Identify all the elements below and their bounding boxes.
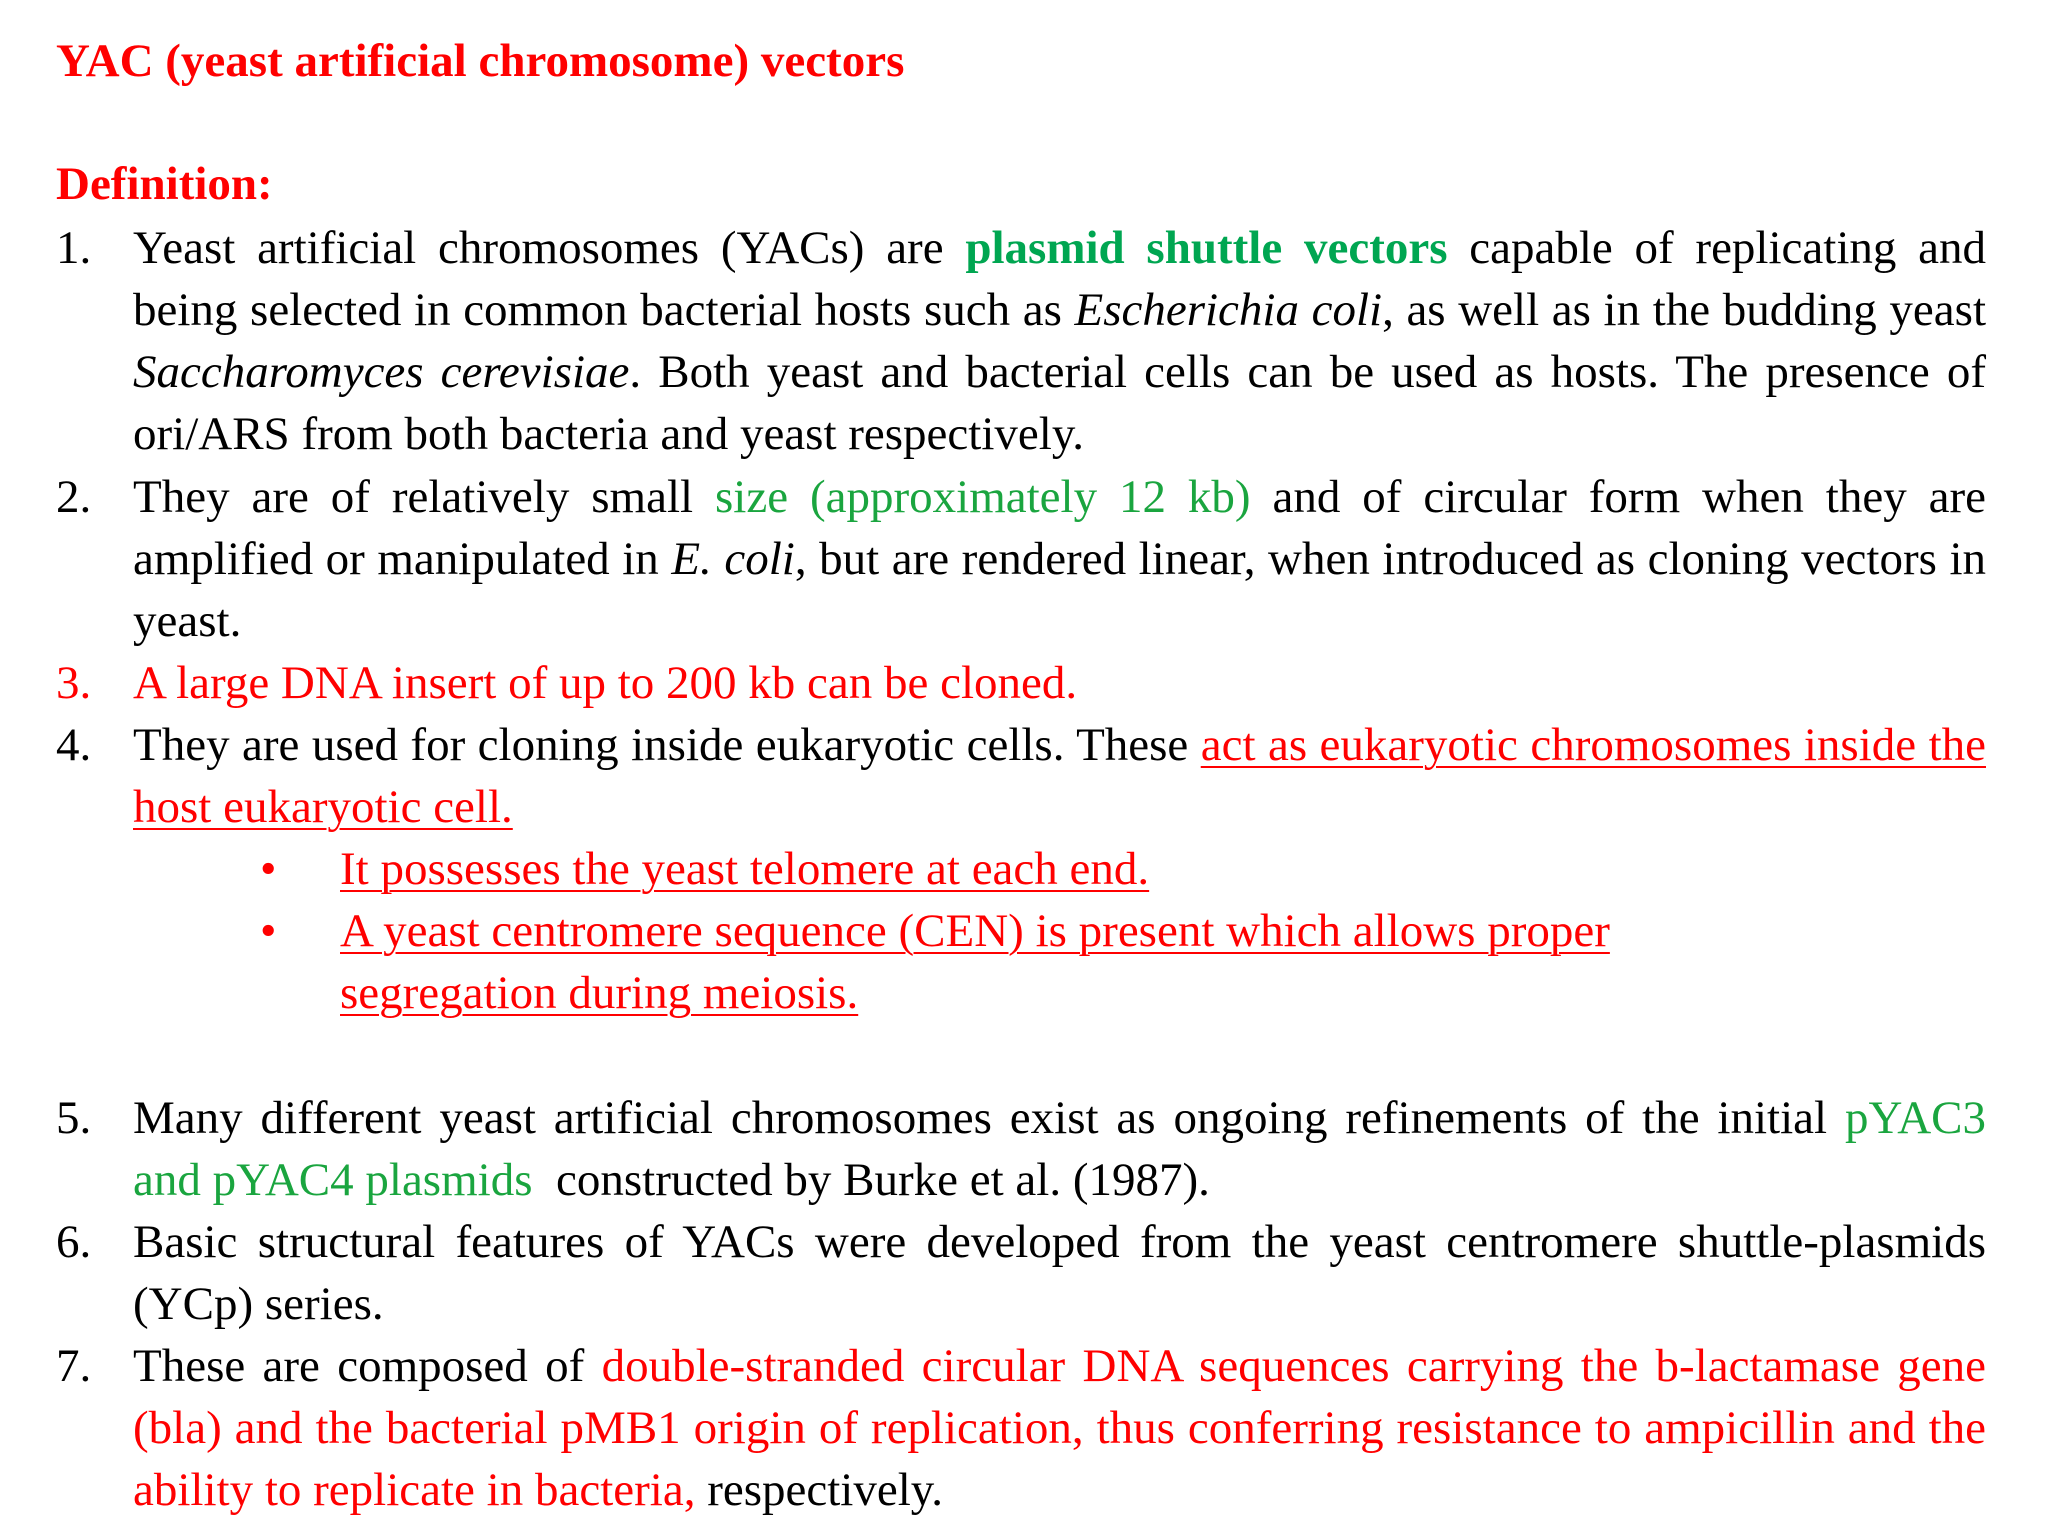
item-text: respectively. [695,1464,943,1516]
highlight-eukaryotic-chromosomes: act as eukaryotic chromosomes inside the host eukaryotic cell. [133,719,1986,833]
list-number: 6. [56,1216,92,1268]
list-number: 7. [56,1340,92,1392]
list-item-5 [56,1087,1986,1211]
list-number: 1. [56,222,92,274]
highlight-pyac-plasmids: pYAC3 and pYAC4 plasmids [133,1092,1986,1206]
item-text: They are used for cloning inside eukaryotic cells. These [133,719,1201,771]
item-text: . Both yeast and bacterial cells can be used as hosts. The presence of ori/ARS from both bacteria and yeast respectively. [133,346,1986,460]
list-item-1 [56,217,1986,465]
list-item-7 [56,1335,1986,1521]
item-text: capable of replicating and being selected in common bacterial hosts such as [133,222,1987,336]
list-item-2 [56,466,1986,652]
list-item-3 [56,652,1986,714]
bullet-item-1 [260,838,1760,900]
bullet-text: A yeast centromere sequence (CEN) is present which allows proper segregation during meiosis. [340,905,1610,1019]
bullet-text: It possesses the yeast telomere at each end. [340,843,1150,895]
italic-saccharomyces-cerevisiae: Saccharomyces cerevisiae [133,346,630,398]
item-text: Basic structural features of YACs were developed from the yeast centromere shuttle-plasmids (YCp) series. [133,1216,1986,1330]
highlight-plasmid-shuttle-vectors: plasmid shuttle vectors [965,222,1448,274]
bullet-icon: • [260,905,277,957]
item-text: Yeast artificial chromosomes (YACs) are [133,222,966,274]
item-text: A large DNA insert of up to 200 kb can be cloned. [133,657,1078,709]
item-text: These are composed of [133,1340,602,1392]
item-text: constructed by Burke et al. (1987). [532,1154,1210,1206]
definition-heading: Definition: [56,158,273,210]
highlight-size: size (approximately 12 kb) [714,471,1251,523]
item-text: and of circular form when they are amplified or manipulated in [133,471,1986,585]
italic-e-coli: E. coli [671,533,795,585]
list-number: 3. [56,657,92,709]
bullet-icon: • [260,843,277,895]
list-item-6 [56,1211,1986,1335]
bullet-item-2 [260,900,1780,1024]
item-text: Many different yeast artificial chromosomes exist as ongoing refinements of the initial [133,1092,1845,1144]
item-text: , but are rendered linear, when introduced as cloning vectors in yeast. [133,533,1986,647]
item-text: , as well as in the budding yeast [1382,284,1987,336]
list-number: 2. [56,471,92,523]
list-number: 5. [56,1092,92,1144]
page-title: YAC (yeast artificial chromosome) vectors [56,35,905,87]
item-text: They are of relatively small [133,471,715,523]
italic-escherichia-coli: Escherichia coli [1074,284,1383,336]
highlight-dna-sequences: double-stranded circular DNA sequences carrying the b-lactamase gene (bla) and the bacterial pMB1 origin of replication, thus conferring resistance to ampicillin and the ability to replicate in bacteria, [133,1340,1986,1516]
list-item-4 [56,714,1986,838]
list-number: 4. [56,719,92,771]
